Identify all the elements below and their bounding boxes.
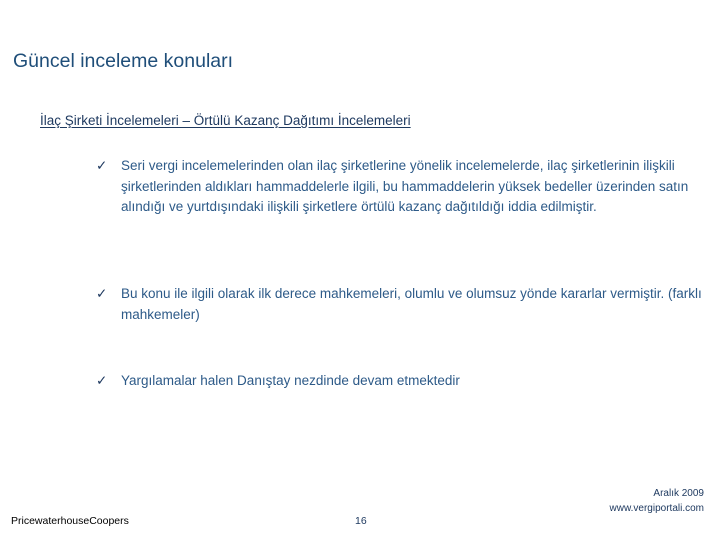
slide-subtitle: İlaç Şirketi İncelemeleri – Örtülü Kazanç Dağıtımı İncelemeleri [40, 113, 411, 128]
bullet-text: Seri vergi incelemelerinden olan ilaç şirketlerine yönelik incelemelerde, ilaç şirketlerinin ilişkili şirketlerinden aldıkları hammaddelerle ilgili, bu hammaddelerin yüksek bedeller üzerinden satın alındığı ve yurtdışındaki ilişkili şirketlere örtülü kazanç dağıtıldığı iddia edilmiştir. [121, 158, 689, 214]
check-icon: ✓ [96, 286, 108, 301]
check-icon: ✓ [96, 158, 108, 173]
footer-company: PricewaterhouseCoopers [11, 515, 129, 527]
page-number: 16 [355, 515, 367, 527]
bullet-text: Bu konu ile ilgili olarak ilk derece mahkemeleri, olumlu ve olumsuz yönde kararlar vermiştir. (farklı mahkemeler) [121, 286, 702, 322]
slide-title: Güncel inceleme konuları [13, 50, 234, 72]
bullet-item [96, 371, 706, 392]
footer-website: www.vergiportali.com [609, 503, 704, 514]
footer-date: Aralık 2009 [653, 488, 704, 499]
check-icon: ✓ [96, 373, 108, 388]
bullet-text: Yargılamalar halen Danıştay nezdinde devam etmektedir [121, 373, 460, 388]
bullet-item [96, 284, 706, 325]
bullet-item [96, 156, 706, 218]
